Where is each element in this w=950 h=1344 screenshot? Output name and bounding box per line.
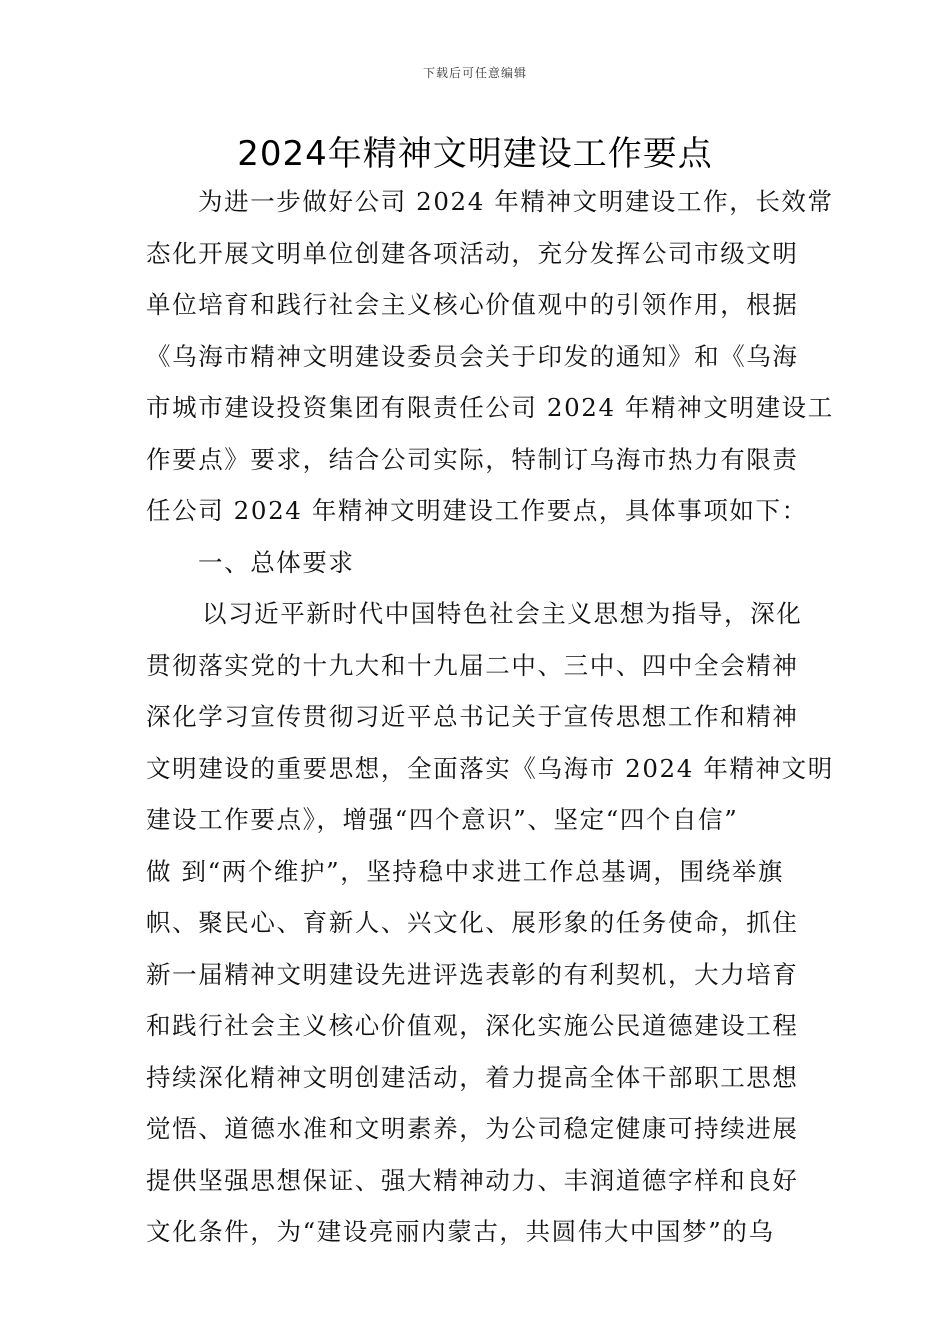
paragraph-line: 建设工作要点》，增强“四个意识”、坚定“四个自信” [146,805,739,834]
paragraph-line: 《乌海市精神文明建设委员会关于印发的通知》和《乌海 [146,341,799,371]
paragraph-line: 持续深化精神文明创建活动，着力提高全体干部职工思想 [146,1062,799,1092]
paragraph-line: 单位培育和践行社会主义核心价值观中的引领作用，根据 [146,290,799,319]
paragraph-line: 作要点》要求，结合公司实际，特制订乌海市热力有限责 [146,444,799,474]
paragraph-line: 新一届精神文明建设先进评选表彰的有利契机，大力培育 [146,959,799,989]
paragraph-line: 为进一步做好公司 2024 年精神文明建设工作，长效常 [198,187,834,216]
header-note: 下载后可任意编辑 [422,66,527,80]
paragraph-line: 提供坚强思想保证、强大精神动力、丰润道德字样和良好 [146,1165,799,1195]
paragraph-line: 文明建设的重要思想，全面落实《乌海市 2024 年精神文明 [146,753,834,783]
paragraph-line: 贯彻落实党的十九大和十九届二中、三中、四中全会精神 [146,650,799,680]
section-heading: 一、总体要求 [198,547,355,577]
paragraph-line: 以习近平新时代中国特色社会主义思想为指导，深化 [202,599,803,628]
paragraph-line: 做 到“两个维护”，坚持稳中求进工作总基调，围绕举旗 [146,856,784,886]
paragraph-line: 任公司 2024 年精神文明建设工作要点，具体事项如下： [146,496,808,525]
paragraph-line: 帜、聚民心、育新人、兴文化、展形象的任务使命，抓住 [146,908,799,937]
paragraph-line: 文化条件，为“建设亮丽内蒙古，共圆伟大中国梦”的乌 [146,1217,775,1246]
paragraph-line: 市城市建设投资集团有限责任公司 2024 年精神文明建设工 [146,393,834,422]
paragraph-line: 态化开展文明单位创建各项活动，充分发挥公司市级文明 [146,238,799,268]
paragraph-line: 深化学习宣传贯彻习近平总书记关于宣传思想工作和精神 [146,702,799,731]
document-title: 2024年精神文明建设工作要点 [237,134,713,174]
paragraph-line: 和践行社会主义核心价值观，深化实施公民道德建设工程 [146,1011,799,1040]
document-body [146,176,834,1258]
paragraph-line: 觉悟、道德水准和文明素养，为公司稳定健康可持续进展 [146,1114,799,1143]
